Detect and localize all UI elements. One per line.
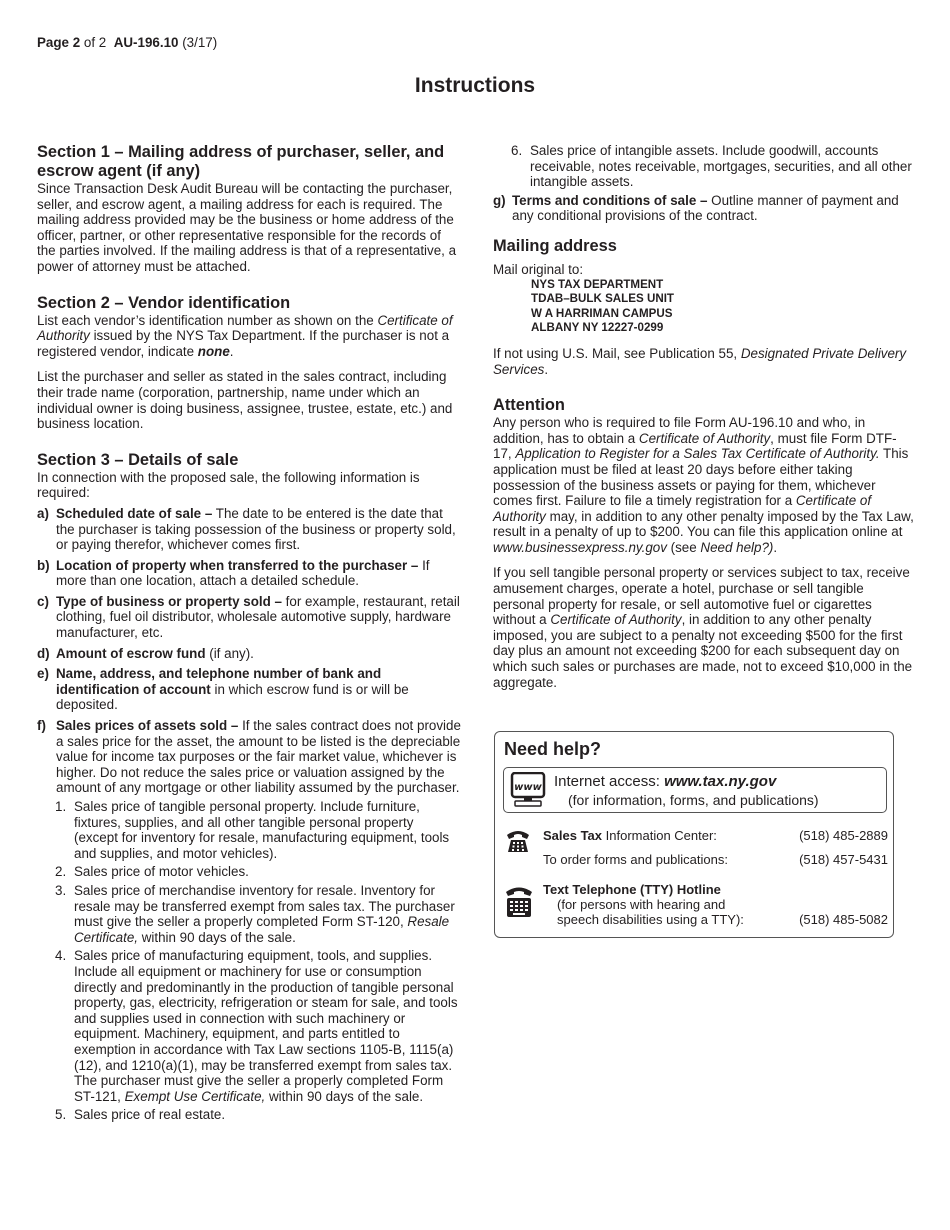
attention-paragraph-2: If you sell tangible personal property or services subject to tax, receive amusement charges, operate a hotel, purchase or sell tangible personal property for resale, or sell automotive fuel or cigarettes without a Certificate of Authority, in addition to any other penalty imposed, you are subject to a penalty not exceeding $500 for the first day plus an amount not exceeding $200 for each subsequent day on which such sales or purchases are made, not to exceed $10,000 in the aggregate. <box>493 565 913 690</box>
need-help-box <box>494 731 894 938</box>
item-d: d) Amount of escrow fund (if any). <box>37 645 254 661</box>
left-column <box>37 143 461 1123</box>
mailing-address <box>493 278 915 336</box>
item-f-5: 5. Sales price of real estate. <box>55 1107 226 1123</box>
internet-access-line: Internet access: www.tax.ny.gov <box>554 773 777 790</box>
order-forms-phone: (518) 457-5431 <box>799 852 888 867</box>
computer-www-icon <box>510 772 546 808</box>
mailing-note: If not using U.S. Mail, see Publication 55, Designated Private Delivery Services. <box>493 345 907 377</box>
tax-website-link[interactable]: www.tax.ny.gov <box>664 773 777 790</box>
sales-tax-label: Sales Tax Information Center: <box>543 828 717 843</box>
section1-body: Since Transaction Desk Audit Bureau will be contacting the purchaser, seller, and escrow agent, a mailing address for each is required. The mailing address provided may be the business or home address of the officer, partner, or other representative responsible for the records of the parties involved. If the mailing address is that of a representative, a power of attorney must be attached. <box>37 181 457 274</box>
item-f-2: 2. Sales price of motor vehicles. <box>55 864 249 880</box>
tty-line-1: (for persons with hearing and <box>557 897 726 912</box>
section2-heading: Section 2 – Vendor identification <box>37 293 291 312</box>
page-of: of 2 <box>83 35 107 50</box>
item-f-6: 6. Sales price of intangible assets. Include goodwill, accounts receivable, notes receivable, mortgages, securities, and all other intangible assets. <box>511 143 912 190</box>
tty-line-2: speech disabilities using a TTY): <box>557 912 744 927</box>
section3-heading: Section 3 – Details of sale <box>37 450 239 469</box>
page-number: Page 2 <box>37 35 81 50</box>
item-c: c) Type of business or property sold – for example, restaurant, retail clothing, fuel oil distributor, wholesale automotive supply, hardware manufacturer, etc. <box>37 593 460 641</box>
address-line: TDAB–BULK SALES UNIT <box>531 292 674 306</box>
item-e: e) Name, address, and telephone number of bank and identification of account in which escrow fund is or will be deposited. <box>37 666 409 713</box>
address-line: ALBANY NY 12227-0299 <box>531 321 664 335</box>
item-b: b) Location of property when transferred to the purchaser – If more than one location, attach a detailed schedule. <box>37 557 430 589</box>
right-column <box>493 143 915 690</box>
tty-title: Text Telephone (TTY) Hotline <box>543 882 721 897</box>
telephone-icon <box>505 828 531 854</box>
mailing-intro: Mail original to: <box>493 261 584 277</box>
internet-access-sub: (for information, forms, and publications) <box>568 792 819 808</box>
section2-paragraph-1: List each vendor’s identification number as shown on the Certificate of Authority issued by the NYS Tax Department. If the purchaser is not a registered vendor, indicate none. <box>37 312 453 359</box>
attention-heading: Attention <box>493 396 565 415</box>
form-revision: (3/17) <box>182 35 218 50</box>
section2-paragraph-2: List the purchaser and seller as stated in the sales contract, including their trade name (corporation, partnership, name under which an individual owner is doing business, assignee, trustee, estate, etc.) and business location. <box>37 369 453 432</box>
form-id: AU-196.10 <box>113 35 179 50</box>
item-f-3: 3. Sales price of merchandise inventory for resale. Inventory for resale may be transferred exempt from sales tax. The purchaser must give the seller a properly completed Form ST-120, Resale Certificate, within 90 days of the sale. <box>55 882 455 945</box>
page-header <box>37 35 217 51</box>
address-line: NYS TAX DEPARTMENT <box>531 277 664 291</box>
address-line: W A HARRIMAN CAMPUS <box>531 306 673 320</box>
order-forms-label: To order forms and publications: <box>543 852 728 867</box>
mailing-heading: Mailing address <box>493 236 617 255</box>
tty-phone: (518) 485-5082 <box>799 912 888 927</box>
item-f-1: 1. Sales price of tangible personal property. Include furniture, fixtures, supplies, and all other tangible personal property (except for inventory for resale, manufacturing equipment, tools and supplies, and motor vehicles). <box>55 799 450 861</box>
svg-text:www: www <box>514 782 542 793</box>
page-title: Instructions <box>414 74 536 97</box>
item-a: a) Scheduled date of sale – The date to be entered is the date that the purchaser is taking possession of the business or property sold, or paying therefor, whichever comes first. <box>37 505 456 553</box>
section1-heading: Section 1 – Mailing address of purchaser, seller, and escrow agent (if any) <box>37 143 445 180</box>
tty-icon <box>504 884 534 918</box>
item-f-4: 4. Sales price of manufacturing equipment, tools, and supplies. Include all equipment or machinery for use or consumption directly and predominantly in the production of tangible personal property, gas, electricity, refrigeration or steam for sale, and tools and supplies used in connection with such machinery or equipment. Machinery, equipment, and parts entitled to exemption in accordance with Tax Law sections 1105-B, 1115(a)(12), and 1210(a)(1), may be transferred exempt from sales tax. The purchaser must give the seller a properly completed Form ST-121, Exempt Use Certificate, within 90 days of the sale. <box>55 948 458 1104</box>
internet-access-box <box>503 767 887 813</box>
need-help-title: Need help? <box>504 739 602 759</box>
attention-paragraph-1: Any person who is required to file Form AU-196.10 and who, in addition, has to obtain a Certificate of Authority, must file Form DTF-17, Application to Register for a Sales Tax Certificate of Authority. This application must be filed at least 20 days before either taking possession of the business assets or paying for them, whichever comes first. Failure to file a timely registration for a Certificate of Authority may, in addition to any other penalty imposed by the Tax Law, result in a penalty of up to $200. You can file this application online at www.businessexpress.ny.gov (see Need help?). <box>493 415 914 555</box>
item-f: f) Sales prices of assets sold – If the sales contract does not provide a sales price for the asset, the amount to be listed is the depreciable value for income tax purposes or the fair market value, whichever is higher. Do not reduce the sales price or valuation assigned by the amount of any mortgage or other liability assumed by the purchaser. <box>37 718 461 796</box>
sales-tax-phone: (518) 485-2889 <box>799 828 888 843</box>
item-g: g) Terms and conditions of sale – Outline manner of payment and any conditional provisions of the contract. <box>493 192 899 224</box>
section3-intro: In connection with the proposed sale, the following information is required: <box>37 469 420 501</box>
